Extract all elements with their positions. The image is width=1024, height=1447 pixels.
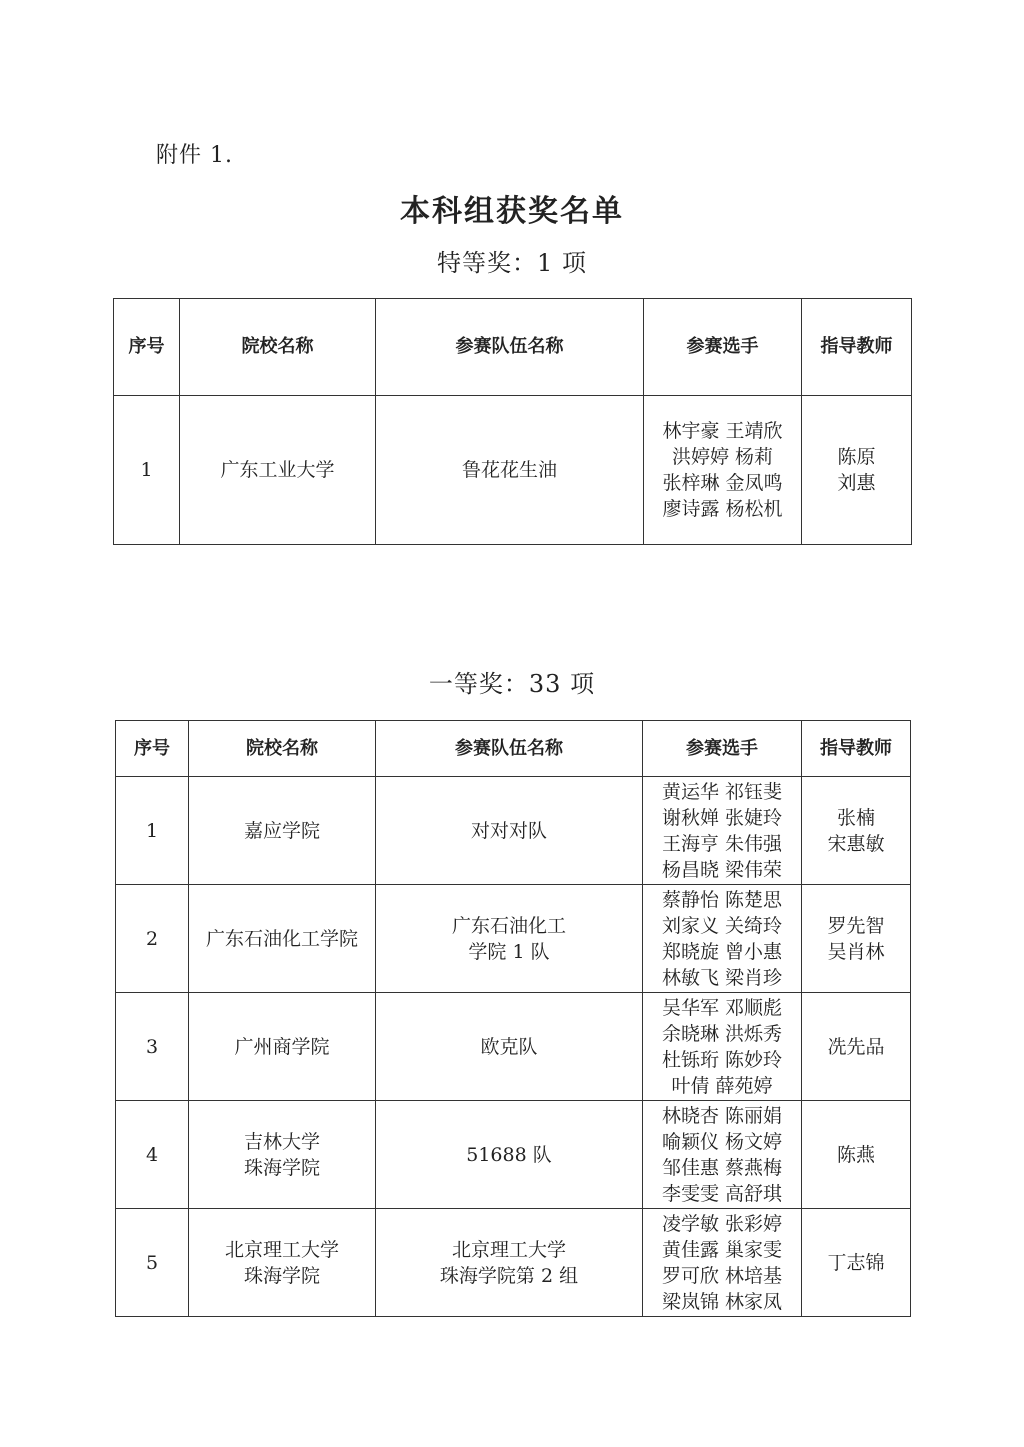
cell-no-line: 3 xyxy=(145,1035,159,1058)
cell-players-line: 谢秋婵 张婕玲 xyxy=(661,806,783,829)
cell-school xyxy=(180,396,376,545)
cell-players-line: 林晓杏 陈丽娟 xyxy=(661,1104,783,1127)
cell-players-line: 喻颖仪 杨文婷 xyxy=(661,1130,783,1153)
cell-no-line: 1 xyxy=(140,459,153,481)
cell-teachers-line: 陈原 xyxy=(837,446,876,468)
cell-team-line: 北京理工大学 xyxy=(451,1238,566,1261)
cell-no-line: 1 xyxy=(145,819,159,842)
table-row xyxy=(116,1209,911,1317)
cell-teachers-line: 冼先品 xyxy=(827,1035,885,1058)
cell-team-line: 51688 队 xyxy=(466,1143,552,1166)
page-title: 本科组获奖名单 xyxy=(400,194,624,229)
cell-players-line: 邹佳惠 蔡燕梅 xyxy=(661,1156,783,1179)
cell-players-line: 洪婷婷 杨莉 xyxy=(671,446,774,468)
special-award-title: 特等奖：1 项 xyxy=(437,249,587,277)
cell-teachers-line: 丁志锦 xyxy=(827,1251,885,1274)
cell-players-line: 张梓琳 金凤鸣 xyxy=(662,472,783,494)
cell-team xyxy=(376,396,644,545)
cell-players xyxy=(643,1101,802,1209)
cell-players-line: 凌学敏 张彩婷 xyxy=(661,1212,783,1235)
cell-no xyxy=(116,993,189,1101)
table-row xyxy=(114,396,912,545)
header-team: 参赛队伍名称 xyxy=(376,721,643,777)
cell-players-line: 杨昌晓 梁伟荣 xyxy=(661,858,783,881)
first-award-table xyxy=(115,720,911,1317)
header-teachers: 指导教师 xyxy=(802,299,912,396)
table-header-row xyxy=(114,299,912,396)
cell-school-line: 嘉应学院 xyxy=(243,819,320,842)
cell-no xyxy=(116,777,189,885)
cell-no xyxy=(116,885,189,993)
cell-players xyxy=(643,993,802,1101)
cell-team-line: 学院 1 队 xyxy=(468,940,550,963)
cell-teachers-line: 陈燕 xyxy=(836,1143,875,1166)
cell-players-line: 黄运华 祁钰斐 xyxy=(661,780,783,803)
cell-players xyxy=(643,885,802,993)
cell-school xyxy=(189,777,376,885)
header-teachers: 指导教师 xyxy=(802,721,911,777)
cell-players-line: 杜铄珩 陈妙玲 xyxy=(661,1048,783,1071)
cell-school-line: 珠海学院 xyxy=(243,1156,320,1179)
cell-teachers xyxy=(802,993,911,1101)
cell-players xyxy=(644,396,802,545)
table-row xyxy=(116,1101,911,1209)
cell-school-line: 广东工业大学 xyxy=(220,459,335,481)
cell-teachers xyxy=(802,1101,911,1209)
cell-school xyxy=(189,1101,376,1209)
cell-players-line: 林敏飞 梁肖珍 xyxy=(661,966,783,989)
cell-team xyxy=(376,1209,643,1317)
cell-team-line: 对对对队 xyxy=(470,819,547,842)
cell-teachers-line: 刘惠 xyxy=(837,472,876,494)
cell-school xyxy=(189,885,376,993)
cell-players-line: 梁岚锦 林家凤 xyxy=(661,1290,783,1313)
cell-players-line: 郑晓旋 曾小惠 xyxy=(661,940,783,963)
cell-teachers-line: 宋惠敏 xyxy=(827,832,885,855)
cell-school xyxy=(189,993,376,1101)
header-players: 参赛选手 xyxy=(644,299,802,396)
cell-players-line: 叶倩 薛苑婷 xyxy=(671,1074,773,1097)
header-school: 院校名称 xyxy=(180,299,376,396)
cell-team xyxy=(376,885,643,993)
cell-players-line: 廖诗露 杨松机 xyxy=(662,498,783,520)
table-row xyxy=(116,993,911,1101)
cell-players-line: 黄佳露 巢家雯 xyxy=(661,1238,783,1261)
cell-team-line: 欧克队 xyxy=(480,1035,538,1058)
cell-school-line: 广东石油化工学院 xyxy=(205,927,358,950)
cell-school xyxy=(189,1209,376,1317)
cell-teachers xyxy=(802,885,911,993)
cell-school-line: 广州商学院 xyxy=(234,1035,330,1058)
cell-players-line: 吴华军 邓顺彪 xyxy=(661,996,783,1019)
cell-players xyxy=(643,777,802,885)
cell-team xyxy=(376,777,643,885)
header-team: 参赛队伍名称 xyxy=(376,299,644,396)
cell-teachers xyxy=(802,1209,911,1317)
cell-team-line: 鲁花花生油 xyxy=(461,459,557,481)
cell-players-line: 余晓琳 洪烁秀 xyxy=(661,1022,783,1045)
cell-teachers-line: 张楠 xyxy=(836,806,875,829)
cell-players-line: 罗可欣 林培基 xyxy=(661,1264,783,1287)
cell-players-line: 王海亨 朱伟强 xyxy=(661,832,783,855)
cell-teachers-line: 吴肖林 xyxy=(827,940,885,963)
cell-team-line: 广东石油化工 xyxy=(451,914,566,937)
cell-teachers xyxy=(802,396,912,545)
special-award-table xyxy=(113,298,912,545)
cell-school-line: 吉林大学 xyxy=(243,1130,320,1153)
cell-team-line: 珠海学院第 2 组 xyxy=(439,1264,579,1287)
cell-team xyxy=(376,993,643,1101)
cell-no-line: 4 xyxy=(145,1143,159,1166)
cell-no-line: 5 xyxy=(145,1251,159,1274)
cell-players-line: 刘家义 关绮玲 xyxy=(661,914,783,937)
header-school: 院校名称 xyxy=(189,721,376,777)
cell-players xyxy=(643,1209,802,1317)
cell-no-line: 2 xyxy=(145,927,159,950)
table-header-row xyxy=(116,721,911,777)
cell-school-line: 珠海学院 xyxy=(243,1264,320,1287)
cell-players-line: 林宇豪 王靖欣 xyxy=(662,420,783,442)
cell-players-line: 李雯雯 高舒琪 xyxy=(661,1182,783,1205)
cell-no xyxy=(116,1209,189,1317)
table-row xyxy=(116,777,911,885)
cell-teachers xyxy=(802,777,911,885)
header-no: 序号 xyxy=(116,721,189,777)
header-players: 参赛选手 xyxy=(643,721,802,777)
cell-no xyxy=(114,396,180,545)
cell-teachers-line: 罗先智 xyxy=(827,914,885,937)
cell-school-line: 北京理工大学 xyxy=(224,1238,339,1261)
attachment-label: 附件 1. xyxy=(156,143,233,168)
cell-players-line: 蔡静怡 陈楚思 xyxy=(661,888,783,911)
first-award-title: 一等奖：33 项 xyxy=(428,670,596,698)
cell-no xyxy=(116,1101,189,1209)
table-row xyxy=(116,885,911,993)
header-no: 序号 xyxy=(114,299,180,396)
cell-team xyxy=(376,1101,643,1209)
